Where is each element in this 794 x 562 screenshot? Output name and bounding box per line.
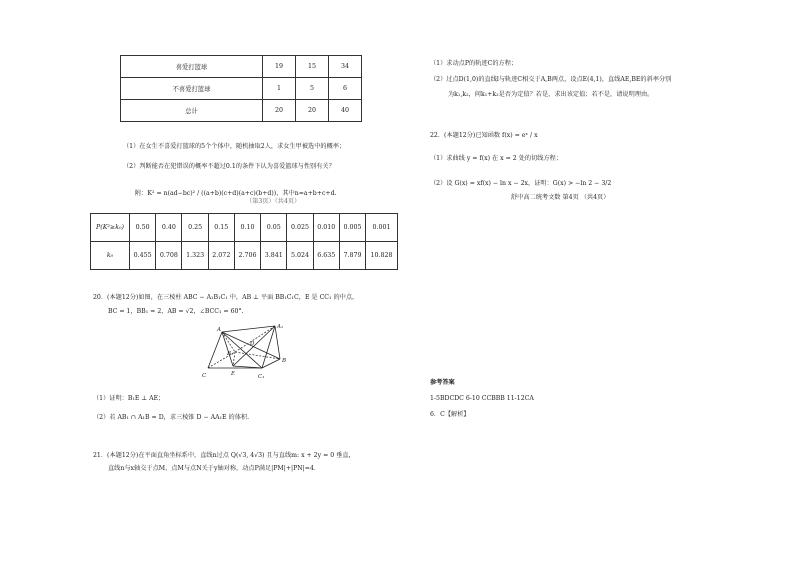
q19-page-footer: （第3页）（共4页）	[246, 198, 301, 205]
q20-part2: （2）若 AB₁ ∩ A₁B = D，求三棱锥 D − AA₁E 的体积.	[93, 414, 250, 421]
table-row	[121, 100, 362, 122]
p-value-cell: 0.05	[261, 214, 287, 242]
table-cell: 总计	[121, 100, 263, 122]
k-value-cell: 3.841	[261, 242, 287, 270]
k-value-cell: 10.828	[366, 242, 398, 270]
p-value-cell: 0.025	[287, 214, 313, 242]
label-B: B	[282, 358, 287, 364]
p-value-cell: 0.40	[156, 214, 182, 242]
table-cell: 6	[328, 78, 361, 100]
table-row	[121, 56, 362, 78]
table-cell: 5	[295, 78, 328, 100]
q21-part2-line1: （2）过点D(1,0)的直线l与轨迹C相交于A,B两点，设点E(4,1)，直线AE,BE的斜率分别	[430, 76, 672, 83]
p-value-cell: 0.15	[208, 214, 234, 242]
table-cell: 34	[328, 56, 361, 78]
prism-figure	[200, 322, 296, 382]
q21-part2-line2: 为k₁,k₂，问k₁+k₂是否为定值？若是，求出该定值；若不是，请说明理由。	[448, 91, 654, 98]
q22-part2: （2）设 G(x) = xf(x) − ln x − 2x，证明：G(x) > −ln 2 − 3/2	[430, 180, 612, 187]
table-cell: 20	[295, 100, 328, 122]
label-C1: C₁	[258, 374, 265, 380]
label-A: A	[217, 327, 221, 333]
table-cell: 40	[328, 100, 361, 122]
basketball-table	[120, 55, 362, 122]
table-cell: 15	[295, 56, 328, 78]
q21-part1: （1）求动点P的轨迹C的方程；	[430, 60, 518, 67]
k-value-cell: 7.879	[339, 242, 365, 270]
table-row	[121, 78, 362, 100]
p-value-cell: 0.50	[130, 214, 156, 242]
k-value-cell: 2.072	[208, 242, 234, 270]
k-header: k₀	[91, 242, 130, 270]
label-C: C	[202, 373, 207, 379]
answers-line1: 1-5BDCDC 6-10 CCBBB 11-12CA	[430, 395, 534, 402]
q20-line1: 20．(本题12分)如图，在三棱柱 ABC − A₁B₁C₁ 中，AB ⊥ 平面 BB₁C₁C，E 是 CC₁ 的中点，	[93, 294, 359, 301]
k-value-cell: 0.455	[130, 242, 156, 270]
table-cell: 喜爱打篮球	[121, 56, 263, 78]
k-value-cell: 2.706	[234, 242, 260, 270]
label-B1: B₁	[227, 351, 234, 357]
q22-part1: （1）求曲线 y = f(x) 在 x = 2 处的切线方程；	[430, 155, 563, 162]
q22-line1: 22．(本题12分)已知函数 f(x) = eˣ / x	[430, 132, 538, 139]
critical-value-table	[90, 213, 398, 270]
k-value-cell: 1.323	[182, 242, 208, 270]
table-cell: 20	[262, 100, 295, 122]
p-value-cell: 0.010	[313, 214, 339, 242]
q21-line2: 直线n与x轴交于点M，点M与点N关于y轴对称，动点P满足|PM|+|PN|=4．	[108, 465, 321, 472]
q19-part2: （2）判断能否在犯错误的概率不超过0.1的条件下认为喜爱篮球与性别有关？	[123, 163, 335, 170]
answers-line2: 6．C【解析】	[430, 411, 470, 418]
table-cell: 1	[262, 78, 295, 100]
p-header: P(K²≥k₀)	[91, 214, 130, 242]
q20-part1: （1）证明：B₁E ⊥ AE；	[93, 395, 165, 402]
p-value-cell: 0.005	[339, 214, 365, 242]
table-cell: 不喜爱打篮球	[121, 78, 263, 100]
label-A1: A₁	[277, 324, 284, 330]
p-value-cell: 0.25	[182, 214, 208, 242]
p-value-cell: 0.001	[366, 214, 398, 242]
answers-title: 参考答案	[430, 379, 455, 386]
q20-line2: BC = 1，BB₁ = 2，AB = √2，∠BCC₁ = 60°.	[108, 308, 244, 315]
q19-formula: 附：K² = n(ad−bc)² / ((a+b)(c+d)(a+c)(b+d))，其中n=a+b+c+d.	[135, 190, 337, 197]
p-value-cell: 0.10	[234, 214, 260, 242]
q22-page-footer: 舒中高二统考文数 第4页 （共4页）	[511, 194, 610, 201]
q21-line1: 21．(本题12分)在平面直角坐标系中，直线n过点 Q(√3, 4√3) 且与直线m: x + 2y = 0 垂直，	[93, 452, 355, 459]
q19-part1: （1）在女生不喜爱打篮球的5个个体中，随机抽取2人，求女生甲被选中的概率；	[123, 143, 346, 150]
table-cell: 19	[262, 56, 295, 78]
label-D: D	[250, 341, 255, 347]
k-value-cell: 6.635	[313, 242, 339, 270]
label-E: E	[231, 371, 236, 377]
k-value-cell: 5.024	[287, 242, 313, 270]
k-value-cell: 0.708	[156, 242, 182, 270]
